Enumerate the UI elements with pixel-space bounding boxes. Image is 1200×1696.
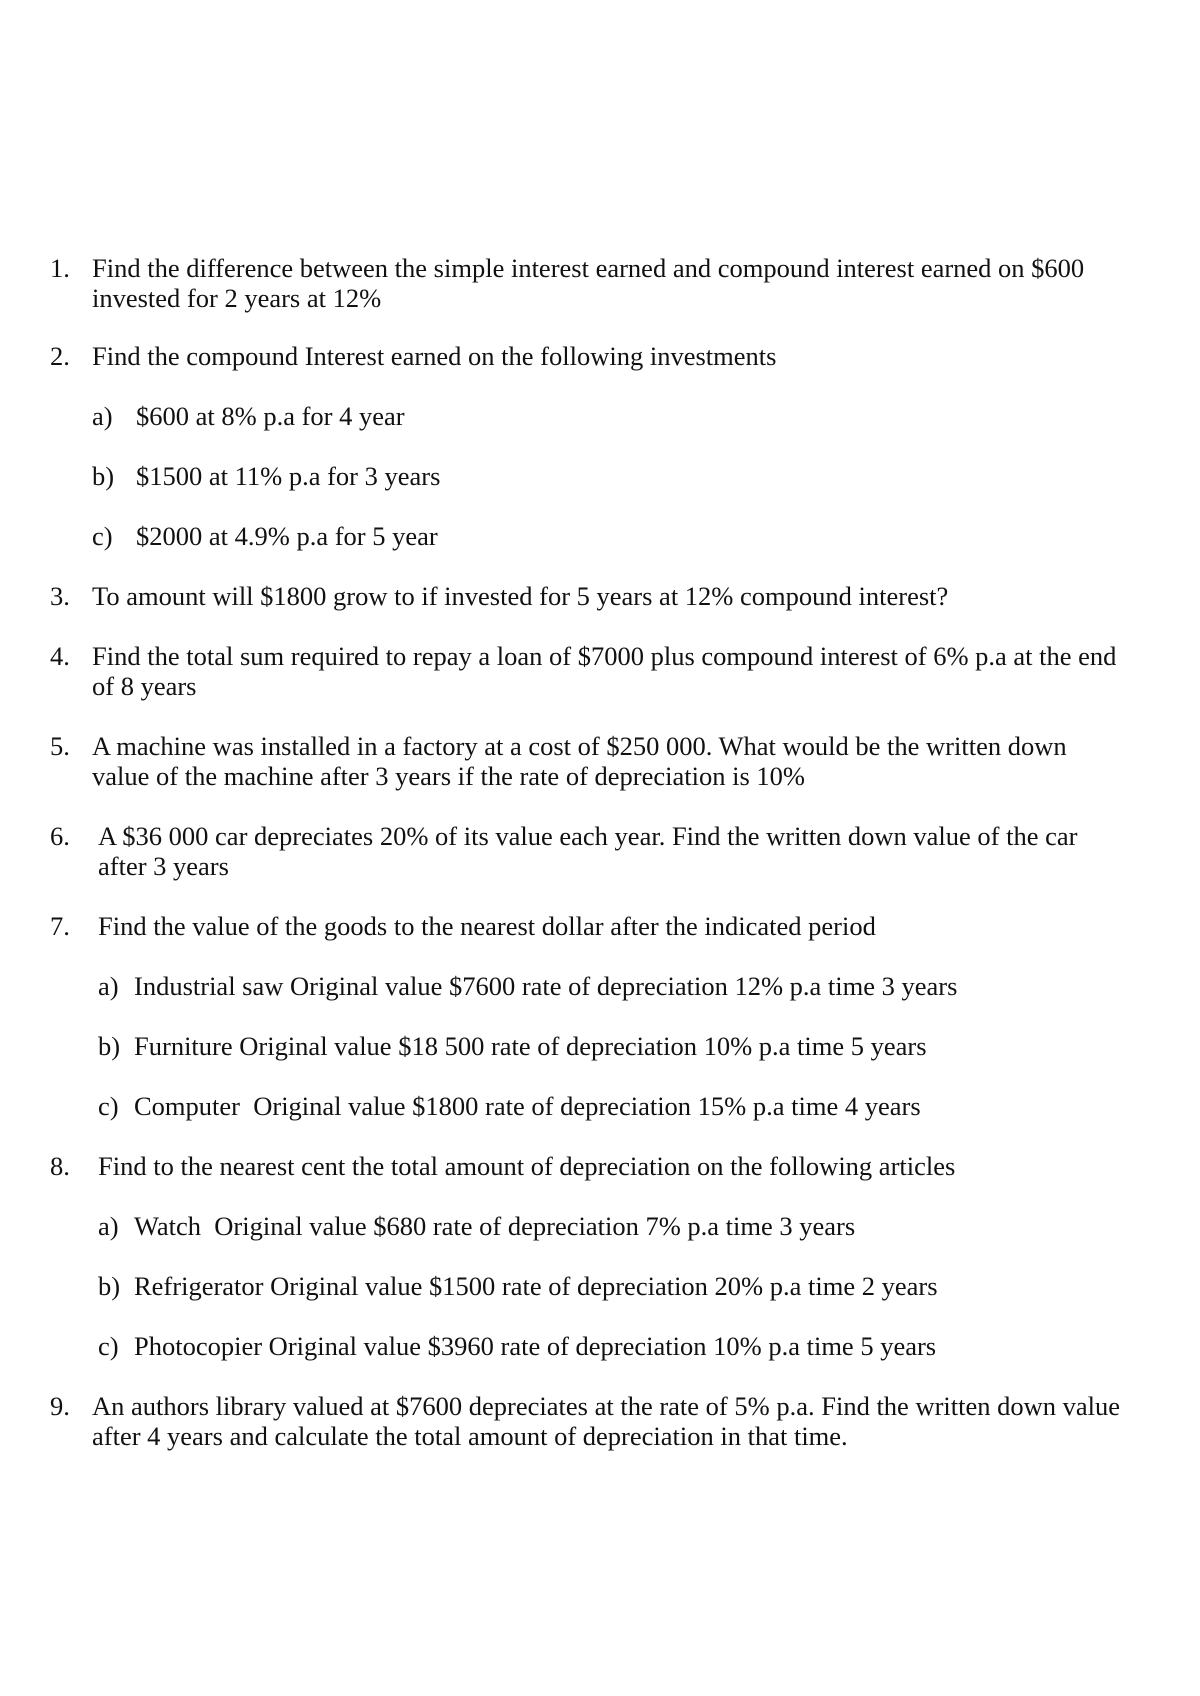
- part-label: c): [98, 1331, 119, 1361]
- question-number: 8.: [50, 1151, 70, 1181]
- question-7-part-b: [98, 1031, 1098, 1061]
- part-text: Industrial saw Original value $7600 rate of depreciation 12% p.a time 3 years: [134, 971, 958, 1001]
- question-text: To amount will $1800 grow to if invested for 5 years at 12% compound interest?: [92, 581, 949, 611]
- question-text: Find the difference between the simple interest earned and compound interest earned on $600 invested for 2 years at 12%: [92, 253, 1085, 313]
- part-label: c): [92, 521, 113, 551]
- part-text: Photocopier Original value $3960 rate of depreciation 10% p.a time 5 years: [134, 1331, 937, 1361]
- part-label: a): [98, 971, 119, 1001]
- question-3: [50, 581, 1140, 611]
- part-label: a): [98, 1211, 119, 1241]
- part-text: Refrigerator Original value $1500 rate of depreciation 20% p.a time 2 years: [134, 1271, 938, 1301]
- question-8-part-a: [98, 1211, 1098, 1241]
- question-number: 7.: [50, 911, 70, 941]
- part-text: $2000 at 4.9% p.a for 5 year: [136, 521, 438, 551]
- part-label: b): [98, 1031, 121, 1061]
- question-5: [50, 731, 1140, 791]
- question-1: [50, 253, 1140, 313]
- question-2: [50, 341, 1140, 371]
- question-text: A $36 000 car depreciates 20% of its value each year. Find the written down value of the car after 3 years: [98, 821, 1078, 881]
- question-text: A machine was installed in a factory at a cost of $250 000. What would be the written down value of the machine after 3 years if the rate of depreciation is 10%: [92, 731, 1067, 791]
- part-label: b): [92, 461, 115, 491]
- question-8: [50, 1151, 1140, 1181]
- question-number: 5.: [50, 731, 70, 761]
- part-label: b): [98, 1271, 121, 1301]
- question-7: [50, 911, 1140, 941]
- question-8-part-b: [98, 1271, 1098, 1301]
- part-text: Computer Original value $1800 rate of depreciation 15% p.a time 4 years: [134, 1091, 921, 1121]
- question-number: 2.: [50, 341, 70, 371]
- part-text: Watch Original value $680 rate of depreciation 7% p.a time 3 years: [134, 1211, 856, 1241]
- part-label: c): [98, 1091, 119, 1121]
- question-number: 6.: [50, 821, 70, 851]
- question-text: Find to the nearest cent the total amount of depreciation on the following articles: [98, 1151, 956, 1181]
- part-text: Furniture Original value $18 500 rate of depreciation 10% p.a time 5 years: [134, 1031, 927, 1061]
- question-2-part-a: [92, 401, 1092, 431]
- question-2-part-b: [92, 461, 1092, 491]
- question-8-part-c: [98, 1331, 1098, 1361]
- part-text: $600 at 8% p.a for 4 year: [136, 401, 405, 431]
- question-6: [50, 821, 1140, 881]
- question-text: Find the value of the goods to the nearest dollar after the indicated period: [98, 911, 876, 941]
- question-text: Find the total sum required to repay a loan of $7000 plus compound interest of 6% p.a at the end of 8 years: [92, 641, 1117, 701]
- question-7-part-c: [98, 1091, 1098, 1121]
- question-text: Find the compound Interest earned on the following investments: [92, 341, 777, 371]
- question-7-part-a: [98, 971, 1098, 1001]
- question-9: [50, 1391, 1140, 1451]
- question-number: 4.: [50, 641, 70, 671]
- question-number: 3.: [50, 581, 70, 611]
- question-4: [50, 641, 1140, 701]
- part-text: $1500 at 11% p.a for 3 years: [136, 461, 441, 491]
- question-number: 9.: [50, 1391, 70, 1421]
- question-2-part-c: [92, 521, 1092, 551]
- part-label: a): [92, 401, 113, 431]
- question-number: 1.: [50, 253, 70, 283]
- question-text: An authors library valued at $7600 depreciates at the rate of 5% p.a. Find the written down value after 4 years and calculate the total amount of depreciation in that time.: [92, 1391, 1121, 1451]
